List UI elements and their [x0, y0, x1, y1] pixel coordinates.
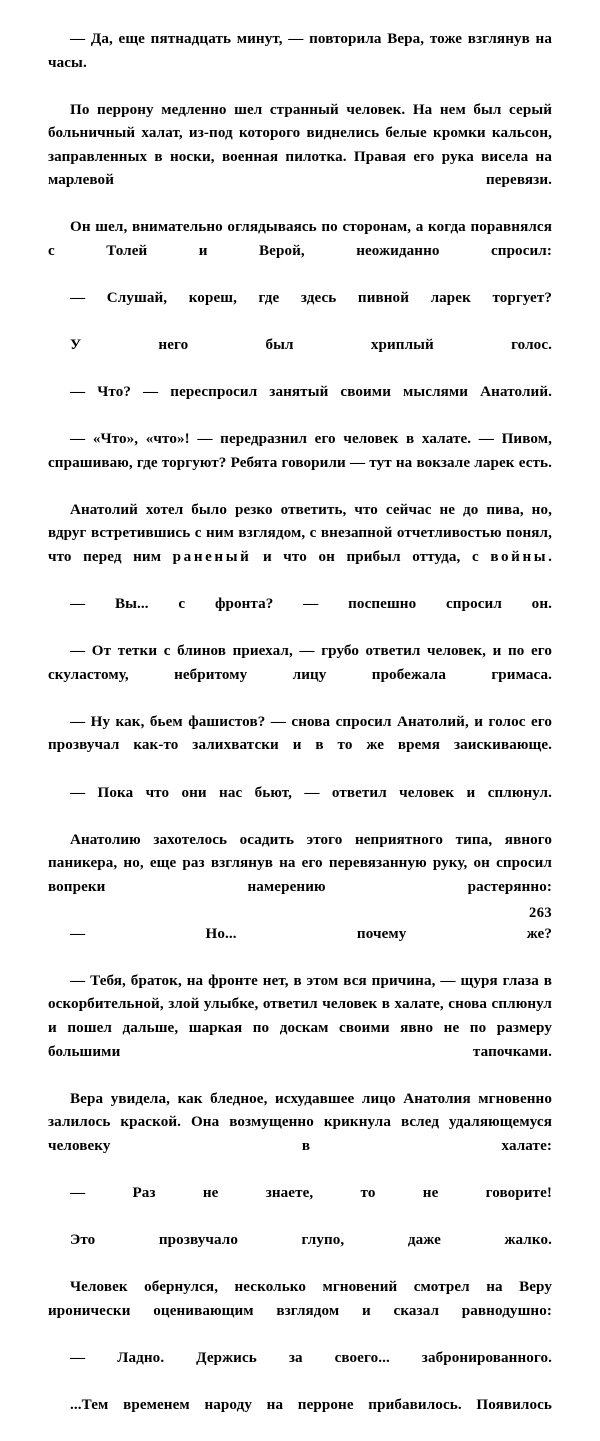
paragraph: — Слушай, кореш, где здесь пивной ларек торгует? — [70, 290, 552, 307]
page-number: 263 — [529, 905, 552, 921]
paragraph — [48, 499, 552, 593]
text-run: Анатолий хотел было резко ответить, что сейчас не до пива, но, вдруг встретившись с ним взглядом, с внезапной отчетливостью понял, что перед ним — [48, 501, 552, 566]
paragraph: — Ну как, бьем фашистов? — снова спросил Анатолий, и голос его прозвучал как-то залихватски и в то же время заискивающе. — [48, 713, 552, 754]
paragraph: Анатолию захотелось осадить этого неприятного типа, явного паникера, но, еще раз взглянув на его перевязанную руку, он спросил вопреки намерению растерянно: — [48, 831, 552, 895]
emphasis-letterspaced: раненый — [172, 549, 252, 566]
paragraph: — Да, еще пятнадцать минут, — повторила Вера, тоже взглянув на часы. — [48, 31, 552, 71]
paragraph: Вера увидела, как бледное, исхудавшее лицо Анатолия мгновенно залилось краской. Она возмущенно крикнула вслед удаляющемуся человеку в халате: — [48, 1090, 552, 1154]
paragraph: Он шел, внимательно оглядываясь по сторонам, а когда поравнялся с Толей и Верой, неожиданно спросил: — [48, 219, 552, 259]
paragraph: — Но... почему же? — [70, 925, 552, 942]
paragraph: — Вы... с фронта? — поспешно спросил он. — [70, 596, 552, 613]
paragraph: — От тетки с блинов приехал, — грубо ответил человек, и по его скуластому, небритому лицу пробежала гримаса. — [48, 643, 552, 683]
page-text-block — [48, 28, 552, 1441]
paragraph: — Тебя, браток, на фронте нет, в этом вся причина, — щуря глаза в оскорбительной, злой улыбке, ответил человек в халате, снова сплюнул и пошел дальше, шаркая по доскам своими явно не по размеру большими тапочками. — [48, 972, 552, 1060]
text-run: . — [548, 549, 553, 566]
paragraph: ...Тем временем народу на перроне прибавилось. Появилось — [70, 1396, 552, 1413]
paragraph: — Раз не знаете, то не говорите! — [70, 1184, 552, 1201]
paragraph: — «Что», «что»! — передразнил его человек в халате. — Пивом, спрашиваю, где торгуют? Ребята говорили — тут на вокзале ларек есть. — [48, 431, 552, 471]
paragraph: По перрону медленно шел странный человек. На нем был серый больничный халат, из-под которого виднелись белые кромки кальсон, заправленных в носки, военная пилотка. Правая его рука висела на марлевой перевязи. — [48, 101, 552, 189]
paragraph: Это прозвучало глупо, даже жалко. — [70, 1231, 552, 1248]
paragraph: Человек обернулся, несколько мгновений смотрел на Веру иронически оценивающим взглядом и сказал равнодушно: — [48, 1278, 552, 1319]
emphasis-letterspaced: войны — [490, 549, 549, 566]
paragraph: — Что? — переспросил занятый своими мыслями Анатолий. — [70, 384, 552, 401]
text-run: и что он прибыл оттуда, с — [251, 549, 491, 566]
paragraph: — Пока что они нас бьют, — ответил человек и сплюнул. — [70, 784, 552, 801]
paragraph: — Ладно. Держись за своего... забронированного. — [70, 1349, 552, 1366]
paragraph: У него был хриплый голос. — [70, 337, 552, 354]
